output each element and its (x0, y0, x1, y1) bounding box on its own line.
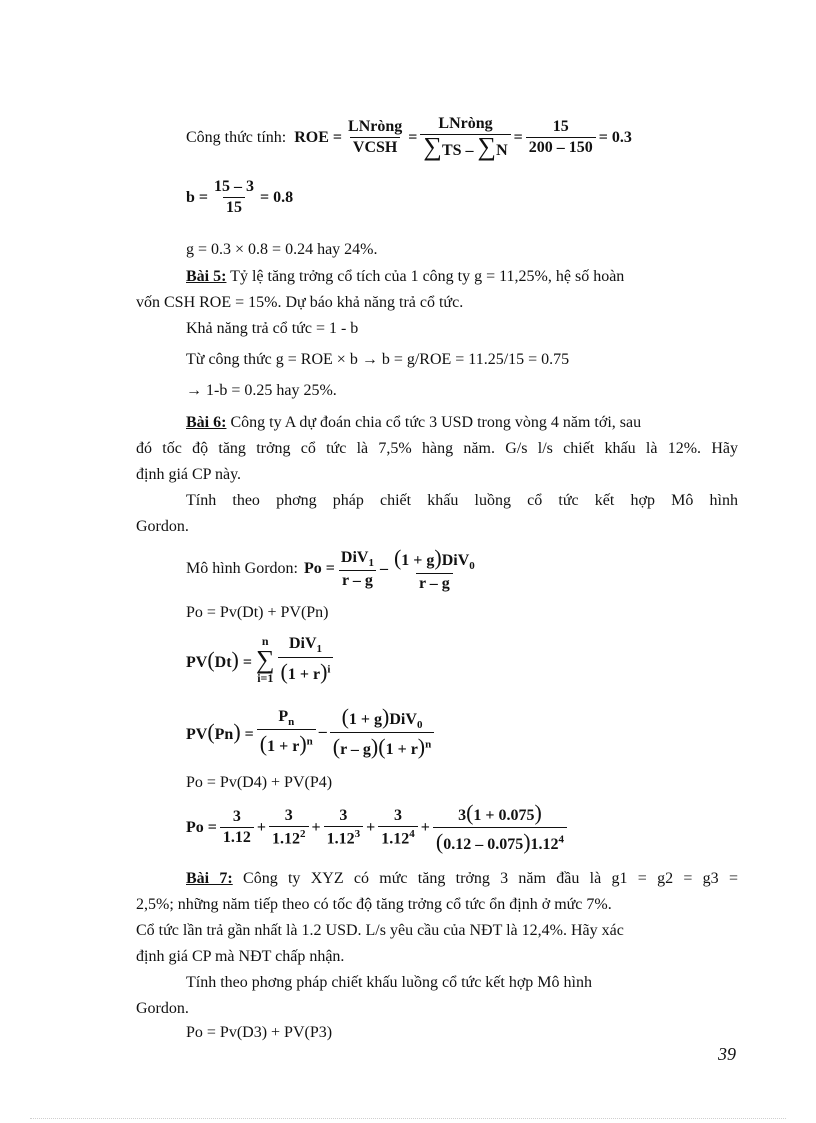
po-numeric-formula: Po = $\frac{3}{1.12}$ + $\frac{3}{1.12^2}$ + $\frac{3}{1.12^3}$ + $\frac{3}{1.12^4}$ + $\frac{3(1 + 0.075)}{(0.12 - 0.075)1.12^4}$ (186, 800, 570, 855)
gordon-formula: Mô hình Gordon: Po = $\frac{DiV_1}{r - g}$ – $\frac{(1 + g)DiV_0}{r - g}$ (186, 545, 475, 593)
roe-fraction-2: $\frac{\text{LNròng}}{\sum TS - \sum N}$ (420, 115, 510, 160)
bai6-line1: Bài 6: Công ty A dự đoán chia cổ tức 3 USD trong vòng 4 năm tới, sau (186, 414, 642, 431)
roe-formula: Công thức tính: ROE = $\frac{\text{LNròng}}{\text{VCSH}}$ = $\frac{\text{LNròng}}{\sum TS - \sum N}$ = $\frac{15}{200 - 150}$ = 0.3 (186, 115, 632, 161)
bai5-line2: vốn CSH ROE = 15%. Dự báo khả năng trả cổ tức. (136, 294, 464, 311)
g-result-line: g = 0.3 × 0.8 = 0.24 hay 24%. (186, 241, 378, 258)
bai7-title: Bài 7: (186, 870, 233, 887)
bai5-line4: Từ công thức g = ROE × b → b = g/ROE = 11.25/15 = 0.75 (186, 351, 570, 368)
sum-icon: ∑ (477, 132, 497, 161)
bai6-title: Bài 6: (186, 414, 227, 431)
bai7-line2: 2,5%; những năm tiếp theo có tốc độ tăng trởng cổ tức ổn định ở mức 7%. (136, 896, 612, 913)
bai6-line3: định giá CP này. (136, 466, 242, 483)
bai6-line5: Gordon. (136, 518, 189, 535)
page-number: 39 (718, 1044, 736, 1064)
pv-dt-formula: PV(Dt) = n ∑ i=1 $\frac{DiV_1}{(1 + r)^i}$ (186, 634, 336, 686)
bai6-line4: Tính theo phơng pháp chiết khấu luồng cổ tức kết hợp Mô hình (186, 492, 738, 509)
roe-fraction-1: $\frac{\text{LNròng}}{\text{VCSH}}$ (348, 118, 403, 156)
po-line: Po = Pv(Dt) + PV(Pn) (186, 604, 329, 621)
bai6-line2: đó tốc độ tăng trởng cổ tức là 7,5% hàng năm. G/s l/s chiết khấu là 12%. Hãy (136, 440, 738, 457)
pv-pn-formula: PV(Pn) = $\frac{P_n}{(1 + r)^n}$ – $\frac{(1 + g)DiV_0}{(r - g)(1 + r)^n}$ (186, 704, 437, 760)
page-bottom-divider (30, 1118, 786, 1119)
bai5-line1: Bài 5: Tỷ lệ tăng trởng cổ tích của 1 công ty g = 11,25%, hệ số hoàn (186, 268, 625, 285)
sum-icon: ∑ (423, 132, 442, 161)
sum-icon: ∑ (256, 645, 275, 674)
bai7-line6: Gordon. (136, 1000, 189, 1017)
roe-result: 0.3 (611, 128, 632, 146)
roe-lhs: ROE (294, 128, 329, 146)
bai7-line1: Bài 7: Công ty XYZ có mức tăng trởng 3 năm đầu là g1 = g2 = g3 = (186, 870, 738, 887)
bai5-line3: Khả năng trả cổ tức = 1 - b (186, 320, 359, 337)
bai7-line5: Tính theo phơng pháp chiết khấu luồng cổ tức kết hợp Mô hình (186, 974, 592, 991)
bai7-po-line: Po = Pv(D3) + PV(P3) (186, 1024, 333, 1041)
bai5-title: Bài 5: (186, 268, 227, 285)
b-formula: b = $\frac{15 - 3}{15}$ = 0.8 (186, 178, 294, 216)
po-line-2: Po = Pv(D4) + PV(P4) (186, 774, 333, 791)
b-fraction: $\frac{15 - 3}{15}$ (214, 178, 255, 216)
roe-label: Công thức tính: (186, 128, 287, 146)
bai5-line5: → 1-b = 0.25 hay 25%. (186, 382, 337, 399)
bai7-line3: Cổ tức lần trả gần nhất là 1.2 USD. L/s yêu cầu của NĐT là 12,4%. Hãy xác (136, 922, 624, 939)
bai7-line4: định giá CP mà NĐT chấp nhận. (136, 948, 345, 965)
gordon-label: Mô hình Gordon: (186, 560, 298, 578)
roe-fraction-3: $\frac{15}{200 - 150}$ (526, 118, 596, 157)
